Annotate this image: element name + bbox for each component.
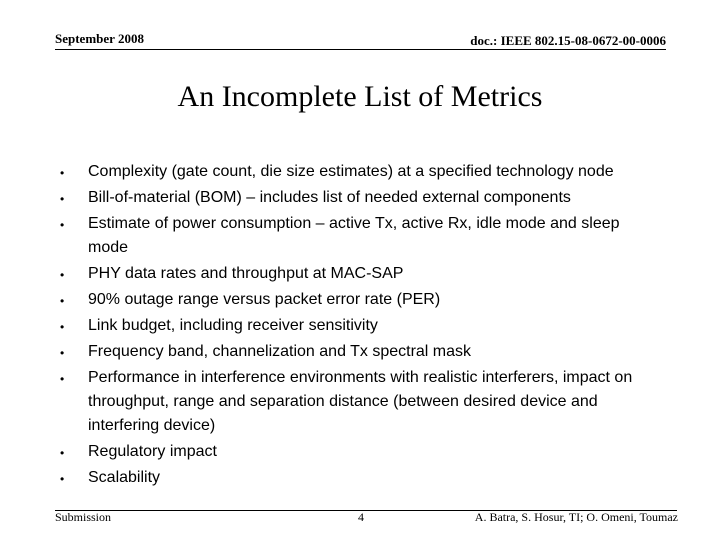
bullet-item [60,440,660,464]
bullet-text: PHY data rates and throughput at MAC-SAP [88,265,404,282]
bullet-icon: • [60,268,65,282]
bullet-text: Link budget, including receiver sensitivity [88,317,378,334]
bullet-icon: • [60,166,65,180]
bullet-text: Bill-of-material (BOM) – includes list of needed external components [88,189,571,206]
bullet-item [60,340,660,364]
bullet-icon: • [60,372,65,386]
bullet-item [60,466,660,490]
bullet-list [60,160,660,492]
bullet-item [60,160,660,184]
bullet-text: Estimate of power consumption – active Tx, active Rx, idle mode and sleep mode [88,215,620,256]
bullet-icon: • [60,320,65,334]
bullet-item [60,366,660,438]
bullet-item [60,262,660,286]
bullet-icon: • [60,346,65,360]
header-date: September 2008 [55,31,144,46]
bullet-text: Frequency band, channelization and Tx spectral mask [88,343,472,360]
bullet-text: Complexity (gate count, die size estimates) at a specified technology node [88,163,614,180]
bullet-text: 90% outage range versus packet error rate (PER) [88,291,441,308]
bullet-icon: • [60,294,65,308]
header-divider [55,49,666,50]
bullet-item [60,186,660,210]
footer-submission: Submission [55,510,112,524]
header-doc-id: doc.: IEEE 802.15-08-0672-00-0006 [470,33,666,48]
slide-title: An Incomplete List of Metrics [177,80,543,113]
bullet-item [60,212,660,260]
bullet-icon: • [60,446,65,460]
bullet-text: Regulatory impact [88,443,217,460]
page-number: 4 [358,510,364,524]
bullet-icon: • [60,218,65,232]
bullet-icon: • [60,192,65,206]
bullet-text: Scalability [88,469,161,486]
footer-authors: A. Batra, S. Hosur, TI; O. Omeni, Toumaz [474,510,678,524]
bullet-icon: • [60,472,65,486]
bullet-item [60,288,660,312]
bullet-text: Performance in interference environments with realistic interferers, impact on throughput, range and separation distance (between desired device and interfering device) [88,369,633,434]
bullet-item [60,314,660,338]
